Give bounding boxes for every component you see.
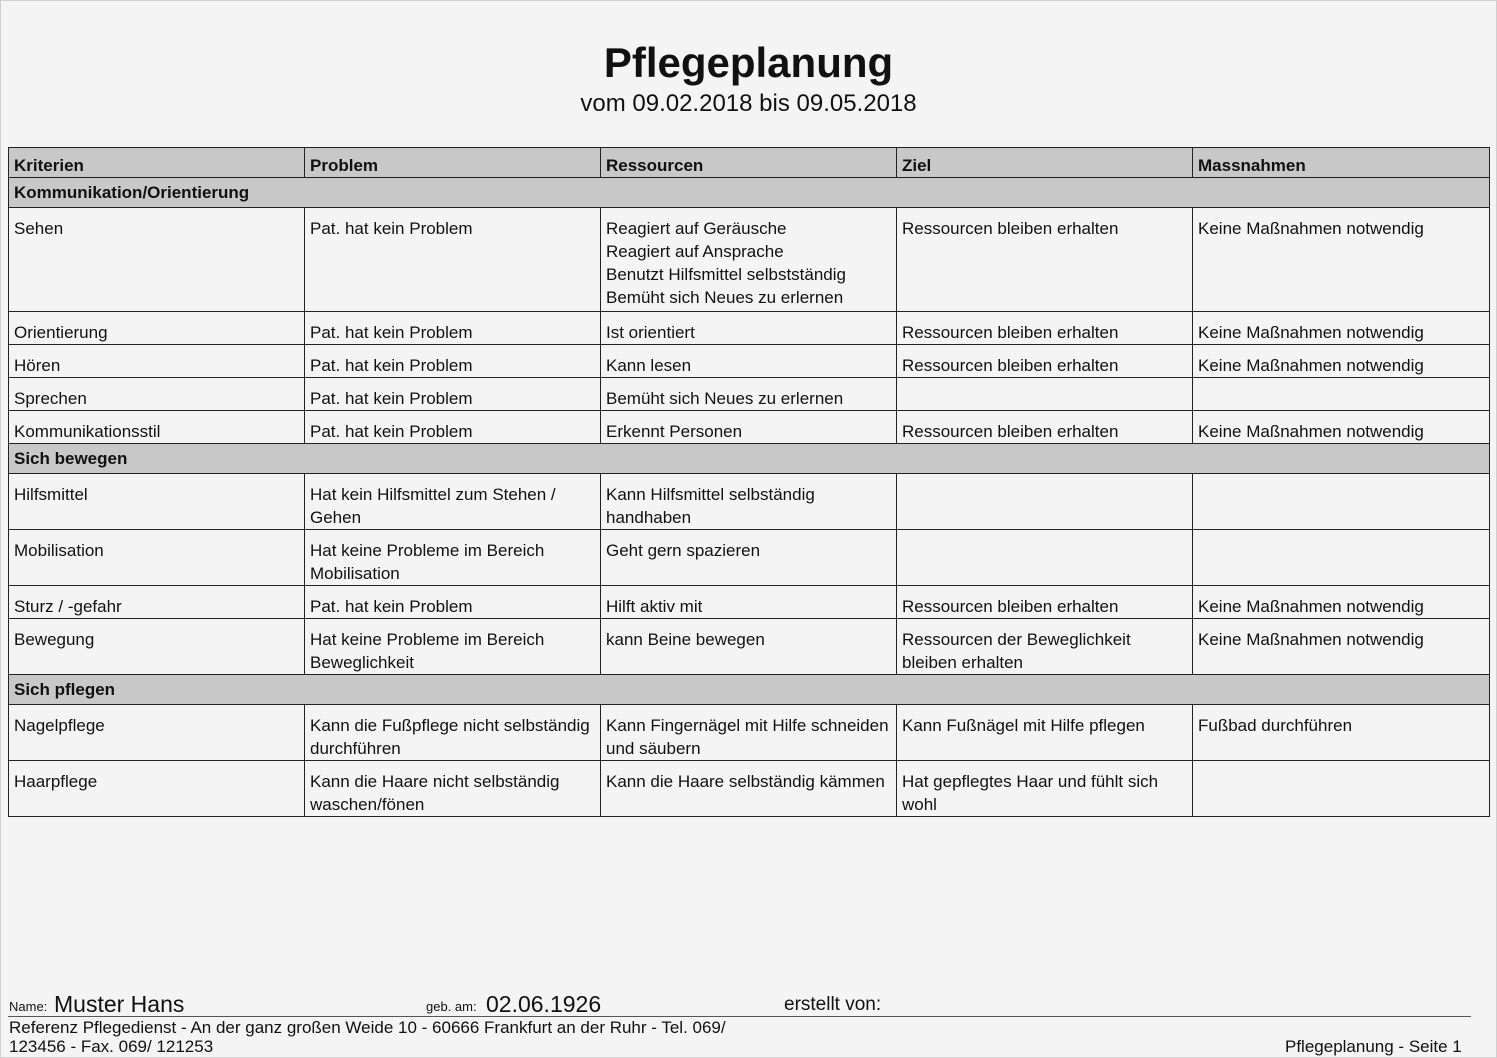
cell-ziel: Ressourcen bleiben erhalten [897, 208, 1193, 312]
cell-massnahmen: Keine Maßnahmen notwendig [1193, 619, 1490, 675]
cell-problem: Hat keine Probleme im Bereich Beweglichkeit [305, 619, 601, 675]
document-title: Pflegeplanung [603, 39, 894, 86]
cell-ziel: Ressourcen bleiben erhalten [897, 345, 1193, 378]
section-title: Sich pflegen [9, 675, 1490, 705]
cell-problem: Hat kein Hilfsmittel zum Stehen / Gehen [305, 474, 601, 530]
cell-kriterien: Hilfsmittel [9, 474, 305, 530]
column-header-ressourcen: Ressourcen [601, 148, 897, 178]
page-number: Pflegeplanung - Seite 1 [1285, 1037, 1462, 1056]
section-header-row [9, 675, 1490, 705]
table-row [9, 411, 1490, 444]
name-label: Name: [9, 999, 48, 1014]
care-plan-table [8, 147, 1490, 817]
cell-kriterien: Kommunikationsstil [9, 411, 305, 444]
cell-ziel: Ressourcen bleiben erhalten [897, 411, 1193, 444]
cell-problem: Pat. hat kein Problem [305, 312, 601, 345]
cell-massnahmen [1193, 378, 1490, 411]
cell-massnahmen: Keine Maßnahmen notwendig [1193, 208, 1490, 312]
section-title: Kommunikation/Orientierung [9, 178, 1490, 208]
cell-ziel [897, 474, 1193, 530]
table-row [9, 208, 1490, 312]
cell-ziel: Ressourcen bleiben erhalten [897, 586, 1193, 619]
cell-problem: Pat. hat kein Problem [305, 586, 601, 619]
birth-date-label: geb. am: [426, 999, 477, 1014]
cell-kriterien: Orientierung [9, 312, 305, 345]
cell-massnahmen: Keine Maßnahmen notwendig [1193, 411, 1490, 444]
patient-name: Muster Hans [54, 991, 185, 1017]
cell-kriterien: Bewegung [9, 619, 305, 675]
cell-massnahmen: Keine Maßnahmen notwendig [1193, 345, 1490, 378]
cell-kriterien: Mobilisation [9, 530, 305, 586]
cell-ziel [897, 378, 1193, 411]
ressourcen-line: Bemüht sich Neues zu erlernen [606, 288, 844, 307]
cell-problem: Pat. hat kein Problem [305, 378, 601, 411]
cell-ziel [897, 530, 1193, 586]
column-header-ziel: Ziel [897, 148, 1193, 178]
created-by-label: erstellt von: [784, 994, 882, 1015]
section-header-row [9, 444, 1490, 474]
cell-ressourcen: Geht gern spazieren [601, 530, 897, 586]
cell-ressourcen: Kann lesen [601, 345, 897, 378]
cell-kriterien: Haarpflege [9, 761, 305, 817]
table-row [9, 761, 1490, 817]
column-header-massnahmen: Massnahmen [1193, 148, 1490, 178]
cell-massnahmen: Keine Maßnahmen notwendig [1193, 586, 1490, 619]
cell-problem: Pat. hat kein Problem [305, 345, 601, 378]
section-title: Sich bewegen [9, 444, 1490, 474]
table-row [9, 705, 1490, 761]
cell-ziel: Hat gepflegtes Haar und fühlt sich wohl [897, 761, 1193, 817]
document-date-range: vom 09.02.2018 bis 09.05.2018 [580, 90, 917, 117]
section-header-row [9, 178, 1490, 208]
cell-problem: Kann die Fußpflege nicht selbständig durchführen [305, 705, 601, 761]
table-row [9, 530, 1490, 586]
cell-kriterien: Sturz / -gefahr [9, 586, 305, 619]
birth-date-value: 02.06.1926 [486, 991, 602, 1017]
table-row [9, 586, 1490, 619]
reference-address-line-1: Referenz Pflegedienst - An der ganz großen Weide 10 - 60666 Frankfurt an der Ruhr - Tel. 069/ [9, 1018, 726, 1037]
cell-ressourcen: Ist orientiert [601, 312, 897, 345]
column-header-problem: Problem [305, 148, 601, 178]
cell-ziel: Ressourcen der Beweglichkeit bleiben erhalten [897, 619, 1193, 675]
cell-problem: Kann die Haare nicht selbständig waschen/fönen [305, 761, 601, 817]
cell-massnahmen [1193, 474, 1490, 530]
cell-kriterien: Hören [9, 345, 305, 378]
cell-ressourcen: Kann Fingernägel mit Hilfe schneiden und säubern [601, 705, 897, 761]
cell-ziel: Ressourcen bleiben erhalten [897, 312, 1193, 345]
footer-divider [8, 1016, 1471, 1017]
ressourcen-line: Benutzt Hilfsmittel selbstständig [606, 265, 846, 284]
ressourcen-line: Reagiert auf Ansprache [606, 242, 784, 261]
cell-massnahmen [1193, 530, 1490, 586]
cell-ressourcen: Bemüht sich Neues zu erlernen [601, 378, 897, 411]
cell-kriterien: Nagelpflege [9, 705, 305, 761]
ressourcen-line: Reagiert auf Geräusche [606, 219, 787, 238]
table-row [9, 312, 1490, 345]
cell-massnahmen: Keine Maßnahmen notwendig [1193, 312, 1490, 345]
cell-ressourcen: Hilft aktiv mit [601, 586, 897, 619]
table-row [9, 619, 1490, 675]
reference-address-line-2: 123456 - Fax. 069/ 121253 [9, 1037, 214, 1056]
cell-massnahmen: Fußbad durchführen [1193, 705, 1490, 761]
table-row [9, 474, 1490, 530]
cell-ressourcen: kann Beine bewegen [601, 619, 897, 675]
cell-problem: Pat. hat kein Problem [305, 411, 601, 444]
cell-ressourcen: Kann Hilfsmittel selbständig handhaben [601, 474, 897, 530]
cell-ziel: Kann Fußnägel mit Hilfe pflegen [897, 705, 1193, 761]
cell-ressourcen: Kann die Haare selbständig kämmen [601, 761, 897, 817]
cell-problem: Hat keine Probleme im Bereich Mobilisation [305, 530, 601, 586]
table-row [9, 378, 1490, 411]
cell-ressourcen: Erkennt Personen [601, 411, 897, 444]
cell-kriterien: Sprechen [9, 378, 305, 411]
cell-problem: Pat. hat kein Problem [305, 208, 601, 312]
table-row [9, 345, 1490, 378]
table-header-row [9, 148, 1490, 178]
cell-massnahmen [1193, 761, 1490, 817]
cell-ressourcen [601, 208, 897, 312]
column-header-kriterien: Kriterien [9, 148, 305, 178]
cell-kriterien: Sehen [9, 208, 305, 312]
